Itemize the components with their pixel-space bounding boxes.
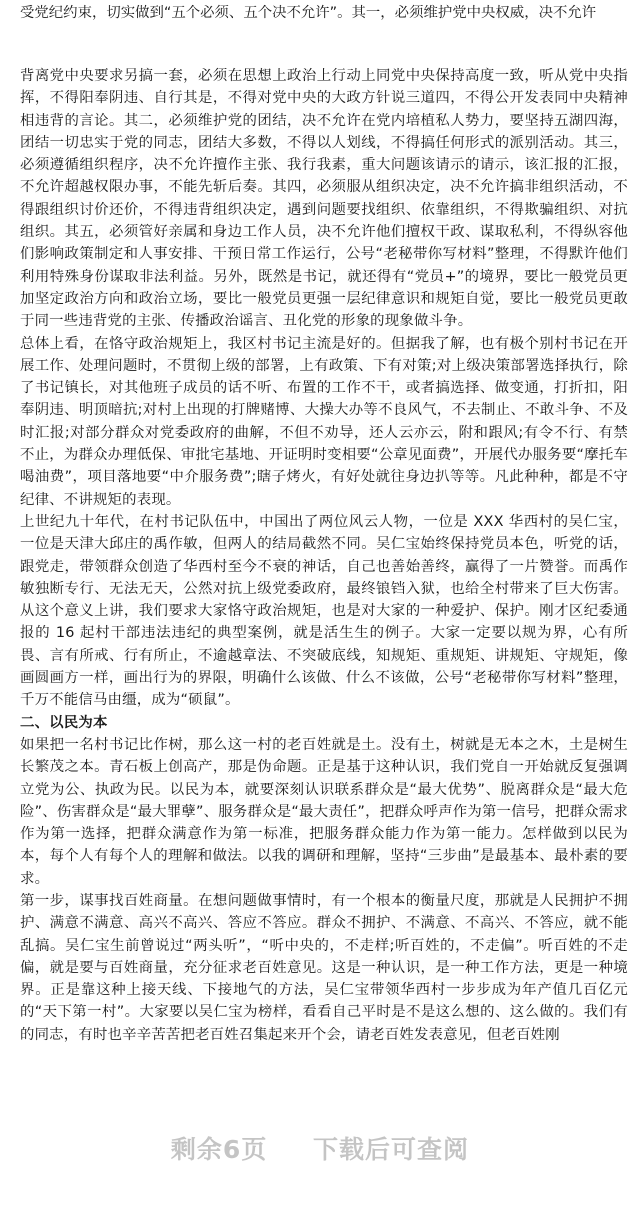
paragraph: 第一步，谋事找百姓商量。在想问题做事情时，有一个根本的衡量尺度，那就是人民拥护不拥护、满意不满意、高兴不高兴、答应不答应。群众不拥护、不满意、不高兴、不答应，就不能乱搞。吴仁宝生前曾说过“两头听”，“听中央的，不走样;听百姓的，不走偏”。听百姓的不走偏，就是要与百姓商量，充分征求老百姓意见。这是一种认识，是一种工作方法，更是一种境界。正是靠这种上接天线、下接地气的方法，吴仁宝带领华西村一步步成为年产值几百亿元的“天下第一村”。大家要以吴仁宝为榜样，看看自己平时是不是这么想的、这么做的。我们有的同志，有时也辛辛苦苦把老百姓召集起来开个会，请老百姓发表意见，但老百姓刚 xyxy=(20,892,628,1043)
paragraph: 如果把一名村书记比作树，那么这一村的老百姓就是土。没有土，树就是无本之木，土是树生长繁茂之本。青石板上创高产，那是伪命题。正是基于这种认识，我们党自一开始就反复强调立党为公、执政为民。以民为本，就要深刻认识联系群众是“最大优势”、脱离群众是“最大危险”、伤害群众是“最大罪孽”、服务群众是“最大责任”，把群众呼声作为第一信号，把群众需求作为第一选择，把群众满意作为第一标准，把服务群众能力作为第一能力。怎样做到以民为本，每个人有每个人的理解和做法。以我的调研和理解，坚持“三步曲”是最基本、最朴素的要求。 xyxy=(20,736,628,887)
download-prompt[interactable] xyxy=(0,1130,640,1166)
paragraph: 背离党中央要求另搞一套，必须在思想上政治上行动上同党中央保持高度一致，听从党中央指挥，不得阳奉阴违、自行其是，不得对党中央的大政方针说三道四，不得公开发表同中央精神相违背的言论。其二，必须维护党的团结，决不允许在党内培植私人势力，要坚持五湖四海，团结一切忠实于党的同志，团结大多数，不得以人划线，不得搞任何形式的派别活动。其三，必须遵循组织程序，决不允许擅作主张、我行我素，重大问题该请示的请示，该汇报的汇报，不允许超越权限办事，不能先斩后奏。其四，必须服从组织决定，决不允许搞非组织活动，不得跟组织讨价还价，不得违背组织决定，遇到问题要找组织、依靠组织，不得欺骗组织、对抗组织。其五，必须管好亲属和身边工作人员，决不允许他们擅权干政、谋取私利，不得纵容他们影响政策制定和人事安排、干预日常工作运行，公号“老秘带你写材料”整理，不得默许他们利用特殊身份谋取非法利益。另外，既然是书记，就还得有“党员+”的境界，要比一般党员更加坚定政治方向和政治立场，要比一般党员更强一层纪律意识和规矩自觉，要比一般党员更敢于同一些违背党的主张、传播政治谣言、丑化党的形象的现象做斗争。 xyxy=(20,68,628,330)
top-partial-line: 受党纪约束，切实做到“五个必须、五个决不允许”。其一，必须维护党中央权威，决不允许 xyxy=(20,5,597,21)
paragraph: 上世纪九十年代，在村书记队伍中，中国出了两位风云人物，一位是 XXX 华西村的吴仁宝，一位是天津大邱庄的禹作敏，但两人的结局截然不同。吴仁宝始终保持党员本色，听党的话，跟党走，带领群众创造了华西村至今不衰的神话，自己也善始善终，赢得了一片赞誉。而禹作敏独断专行、无法无天，公然对抗上级党委政府，最终锒铛入狱，也给全村带来了巨大伤害。从这个意义上讲，我们要求大家恪守政治规矩，也是对大家的一种爱护、保护。刚才区纪委通报的 16 起村干部违法违纪的典型案例，就是活生生的例子。大家一定要以规为界，心有所畏、言有所戒、行有所止，不逾越章法、不突破底线，知规矩、重规矩、讲规矩、守规矩，像画圆画方一样，画出行为的界限，明确什么该做、什么不该做，公号“老秘带你写材料”整理，千万不能信马由缰，成为“硕鼠”。 xyxy=(20,513,628,709)
document-body xyxy=(20,65,628,1046)
paragraph: 总体上看，在恪守政治规矩上，我区村书记主流是好的。但据我了解，也有极个别村书记在开展工作、处理问题时，不贯彻上级的部署，上有政策、下有对策;对上级决策部署选择执行，除了书记镇长，对其他班子成员的话不听、布置的工作不干，或者搞选择、做变通，打折扣，阳奉阴违、明顶暗抗;对村上出现的打牌赌博、大操大办等不良风气，不去制止、不敢斗争、不及时汇报;对部分群众对党委政府的曲解，不但不劝导，还人云亦云，附和跟风;有令不行、有禁不止，为群众办理低保、审批宅基地、开证明时变相要“公章见面费”，开展代办服务要“摩托车喝油费”，项目落地要“中介服务费”;瞎子烤火，有好处就往身边扒等等。凡此种种，都是不守纪律、不讲规矩的表现。 xyxy=(20,335,628,508)
remaining-pages-label: 剩余6页 xyxy=(170,1135,268,1164)
download-to-view-label[interactable]: 下载后可查阅 xyxy=(313,1135,470,1164)
section-heading: 二、以民为本 xyxy=(20,714,108,731)
